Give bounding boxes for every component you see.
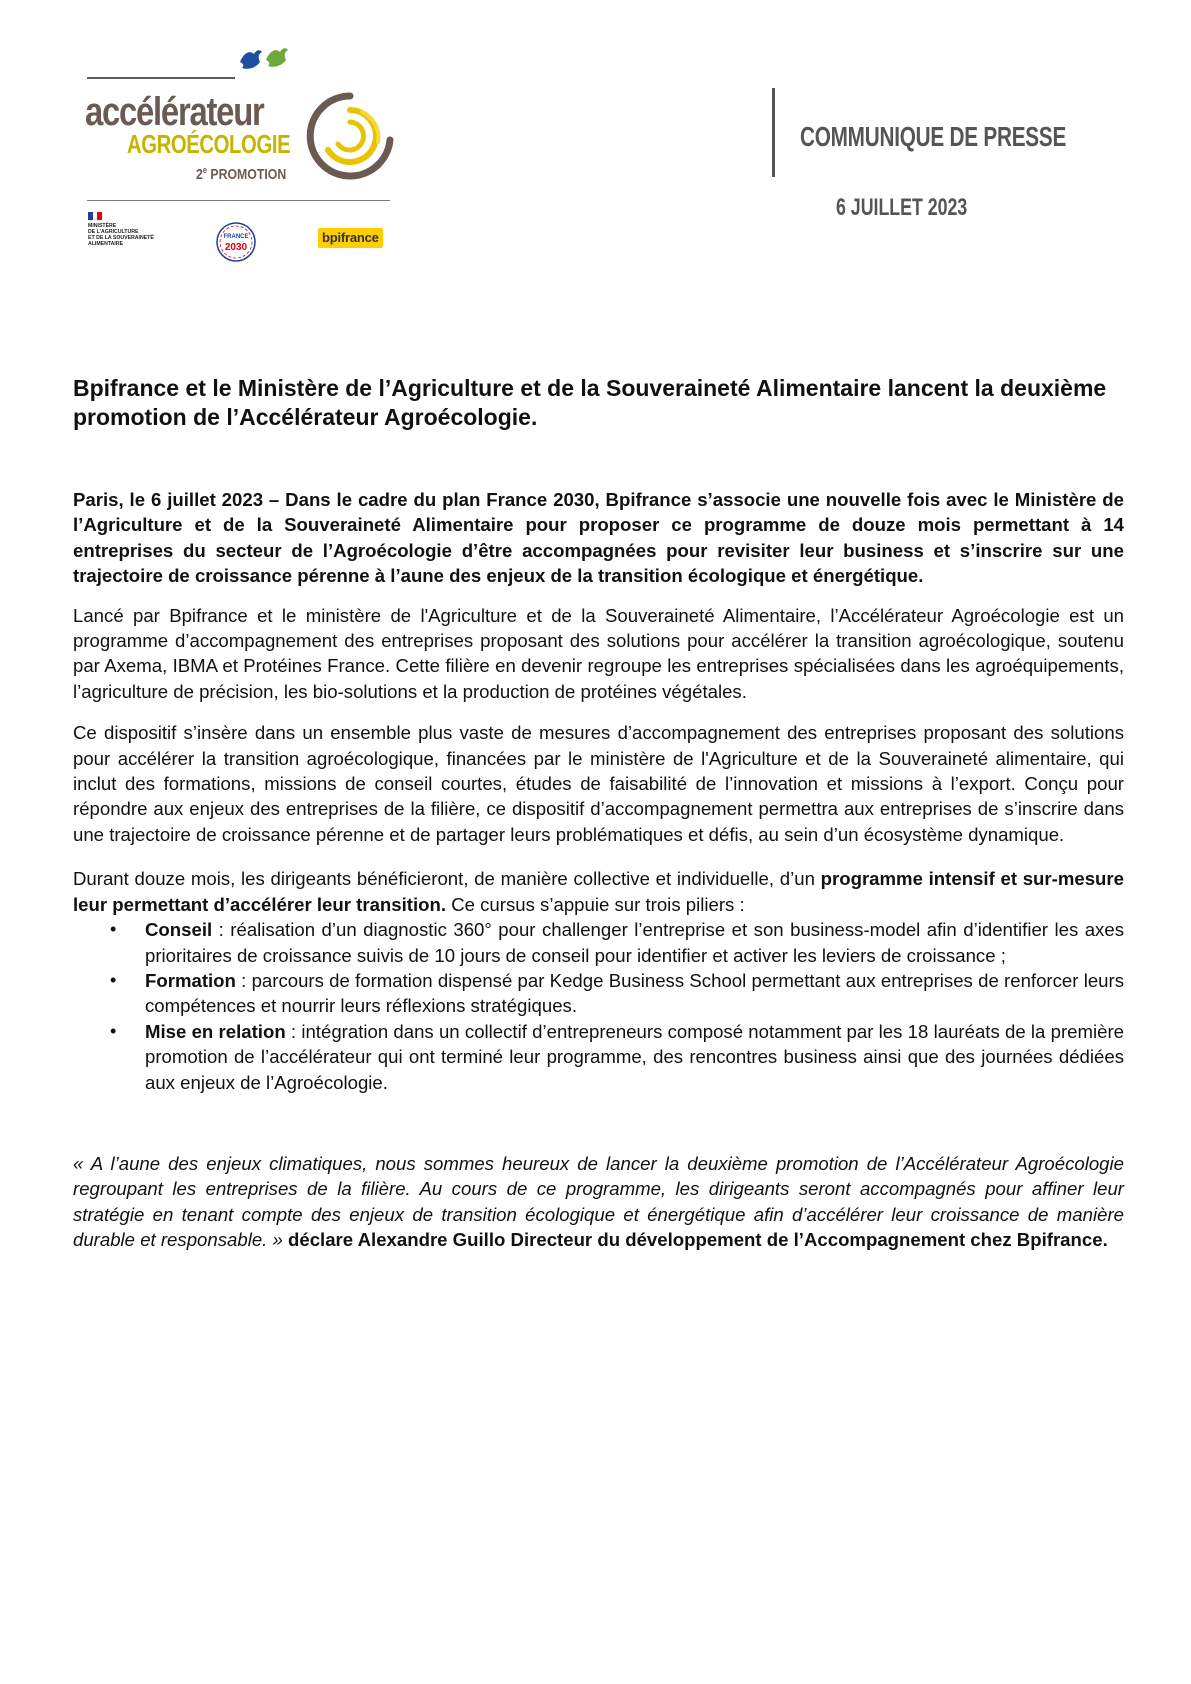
paragraph-3: Durant douze mois, les dirigeants bénéficieront, de manière collective et individuelle, d’un programme intensif et sur-mesure leur permettant d’accélérer leur transition. Ce cursus s’appuie sur trois piliers : [73,868,1124,915]
brand-wordmark: accélérateur [85,90,264,134]
bullet-icon: • [110,1020,117,1041]
pillars-list [73,917,1124,1095]
quote-paragraph: « A l’aune des enjeux climatiques, nous sommes heureux de lancer la deuxième promotion de l’Accélérateur Agroécologie regroupant les entreprises de la filière. Au cours de ce programme, les dirigeants seront accompagnés pour affiner leur stratégie en tenant compte des enjeux de transition écologique et énergétique afin d’accélérer leur croissance de manière durable et responsable. » déclare Alexandre Guillo Directeur du développement de l’Accompagnement chez Bpifrance. [73,1152,1124,1251]
list-item: • Conseil : réalisation d’un diagnostic 360° pour challenger l’entreprise et son business-model afin d’identifier les axes prioritaires de croissance suivis de 10 jours de conseil pour identifier et activer les leviers de croissance ; [110,919,1124,966]
birds-icon [236,46,296,80]
france2030-bottom-text: 2030 [224,242,248,253]
ministry-logo [88,212,168,262]
intro-paragraph: Paris, le 6 juillet 2023 – Dans le cadre du plan France 2030, Bpifrance s’associe une nouvelle fois avec le Ministère de l’Agriculture et de la Souveraineté Alimentaire pour proposer ce programme de douze mois permettant à 14 entreprises du secteur de l’Agroécologie d’être accompagnées pour revisiter leur business et s’inscrire sur une trajectoire de croissance pérenne à l’aune des enjeux de la transition écologique et énergétique. [73,489,1124,587]
header-vertical-rule [772,88,775,177]
logo-divider-bottom [87,200,390,201]
france-2030-logo-icon [215,221,257,263]
french-flag-icon [88,212,102,220]
bpifrance-logo: bpifrance [318,228,383,248]
press-release-date: 6 JUILLET 2023 [836,194,968,221]
bullet-icon: • [110,919,117,940]
ministry-name: MINISTÈRE DE L'AGRICULTURE ET DE LA SOUVERAINETÉ ALIMENTAIRE [88,223,154,247]
list-item: • Formation : parcours de formation dispensé par Kedge Business School permettant aux entreprises de renforcer leurs compétences et nourrir leurs réflexions stratégiques. [110,969,1124,1017]
paragraph-2: Ce dispositif s’insère dans un ensemble plus vaste de mesures d’accompagnement des entreprises proposant des solutions pour accélérer la transition agroécologique, financées par le ministère de l'Agriculture et de la Souveraineté alimentaire, qui inclut des formations, missions de conseil courtes, études de faisabilité de l’innovation et missions à l’export. Conçu pour répondre aux enjeux des entreprises de la filière, ce dispositif d’accompagnement permettra aux entreprises de s’inscrire dans une trajectoire de croissance pérenne et de partager leurs problématiques et défis, au sein d’un écosystème dynamique. [73,722,1124,845]
paragraph-1: Lancé par Bpifrance et le ministère de l'Agriculture et de la Souveraineté Alimentaire, l’Accélérateur Agroécologie est un programme d’accompagnement des entreprises proposant des solutions pour accélérer la transition agroécologique, soutenu par Axema, IBMA et Protéines France. Cette filière en devenir regroupe les entreprises spécialisées dans les agroéquipements, l’agriculture de précision, les bio-solutions et la production de protéines végétales. [73,604,1124,702]
article-body [73,374,1124,1253]
brand-subtitle: AGROÉCOLOGIE [127,129,291,159]
press-release-title: COMMUNIQUE DE PRESSE [800,121,1067,152]
bullet-icon: • [110,969,117,990]
brand-promotion: 2e PROMOTION [196,165,287,183]
accelerator-swirl-icon [304,90,396,182]
france2030-top-text: FRANCE [223,234,249,240]
logo-divider-top [87,77,235,79]
headline: Bpifrance et le Ministère de l’Agriculture et de la Souveraineté Alimentaire lancent la deuxième promotion de l’Accélérateur Agroécologie. [73,375,1107,430]
list-item: • Mise en relation : intégration dans un collectif d’entrepreneurs composé notamment par les 18 lauréats de la première promotion de l’accélérateur qui ont terminé leur programme, des rencontres business ainsi que des journées dédiées aux enjeux de l’Agroécologie. [110,1020,1124,1093]
